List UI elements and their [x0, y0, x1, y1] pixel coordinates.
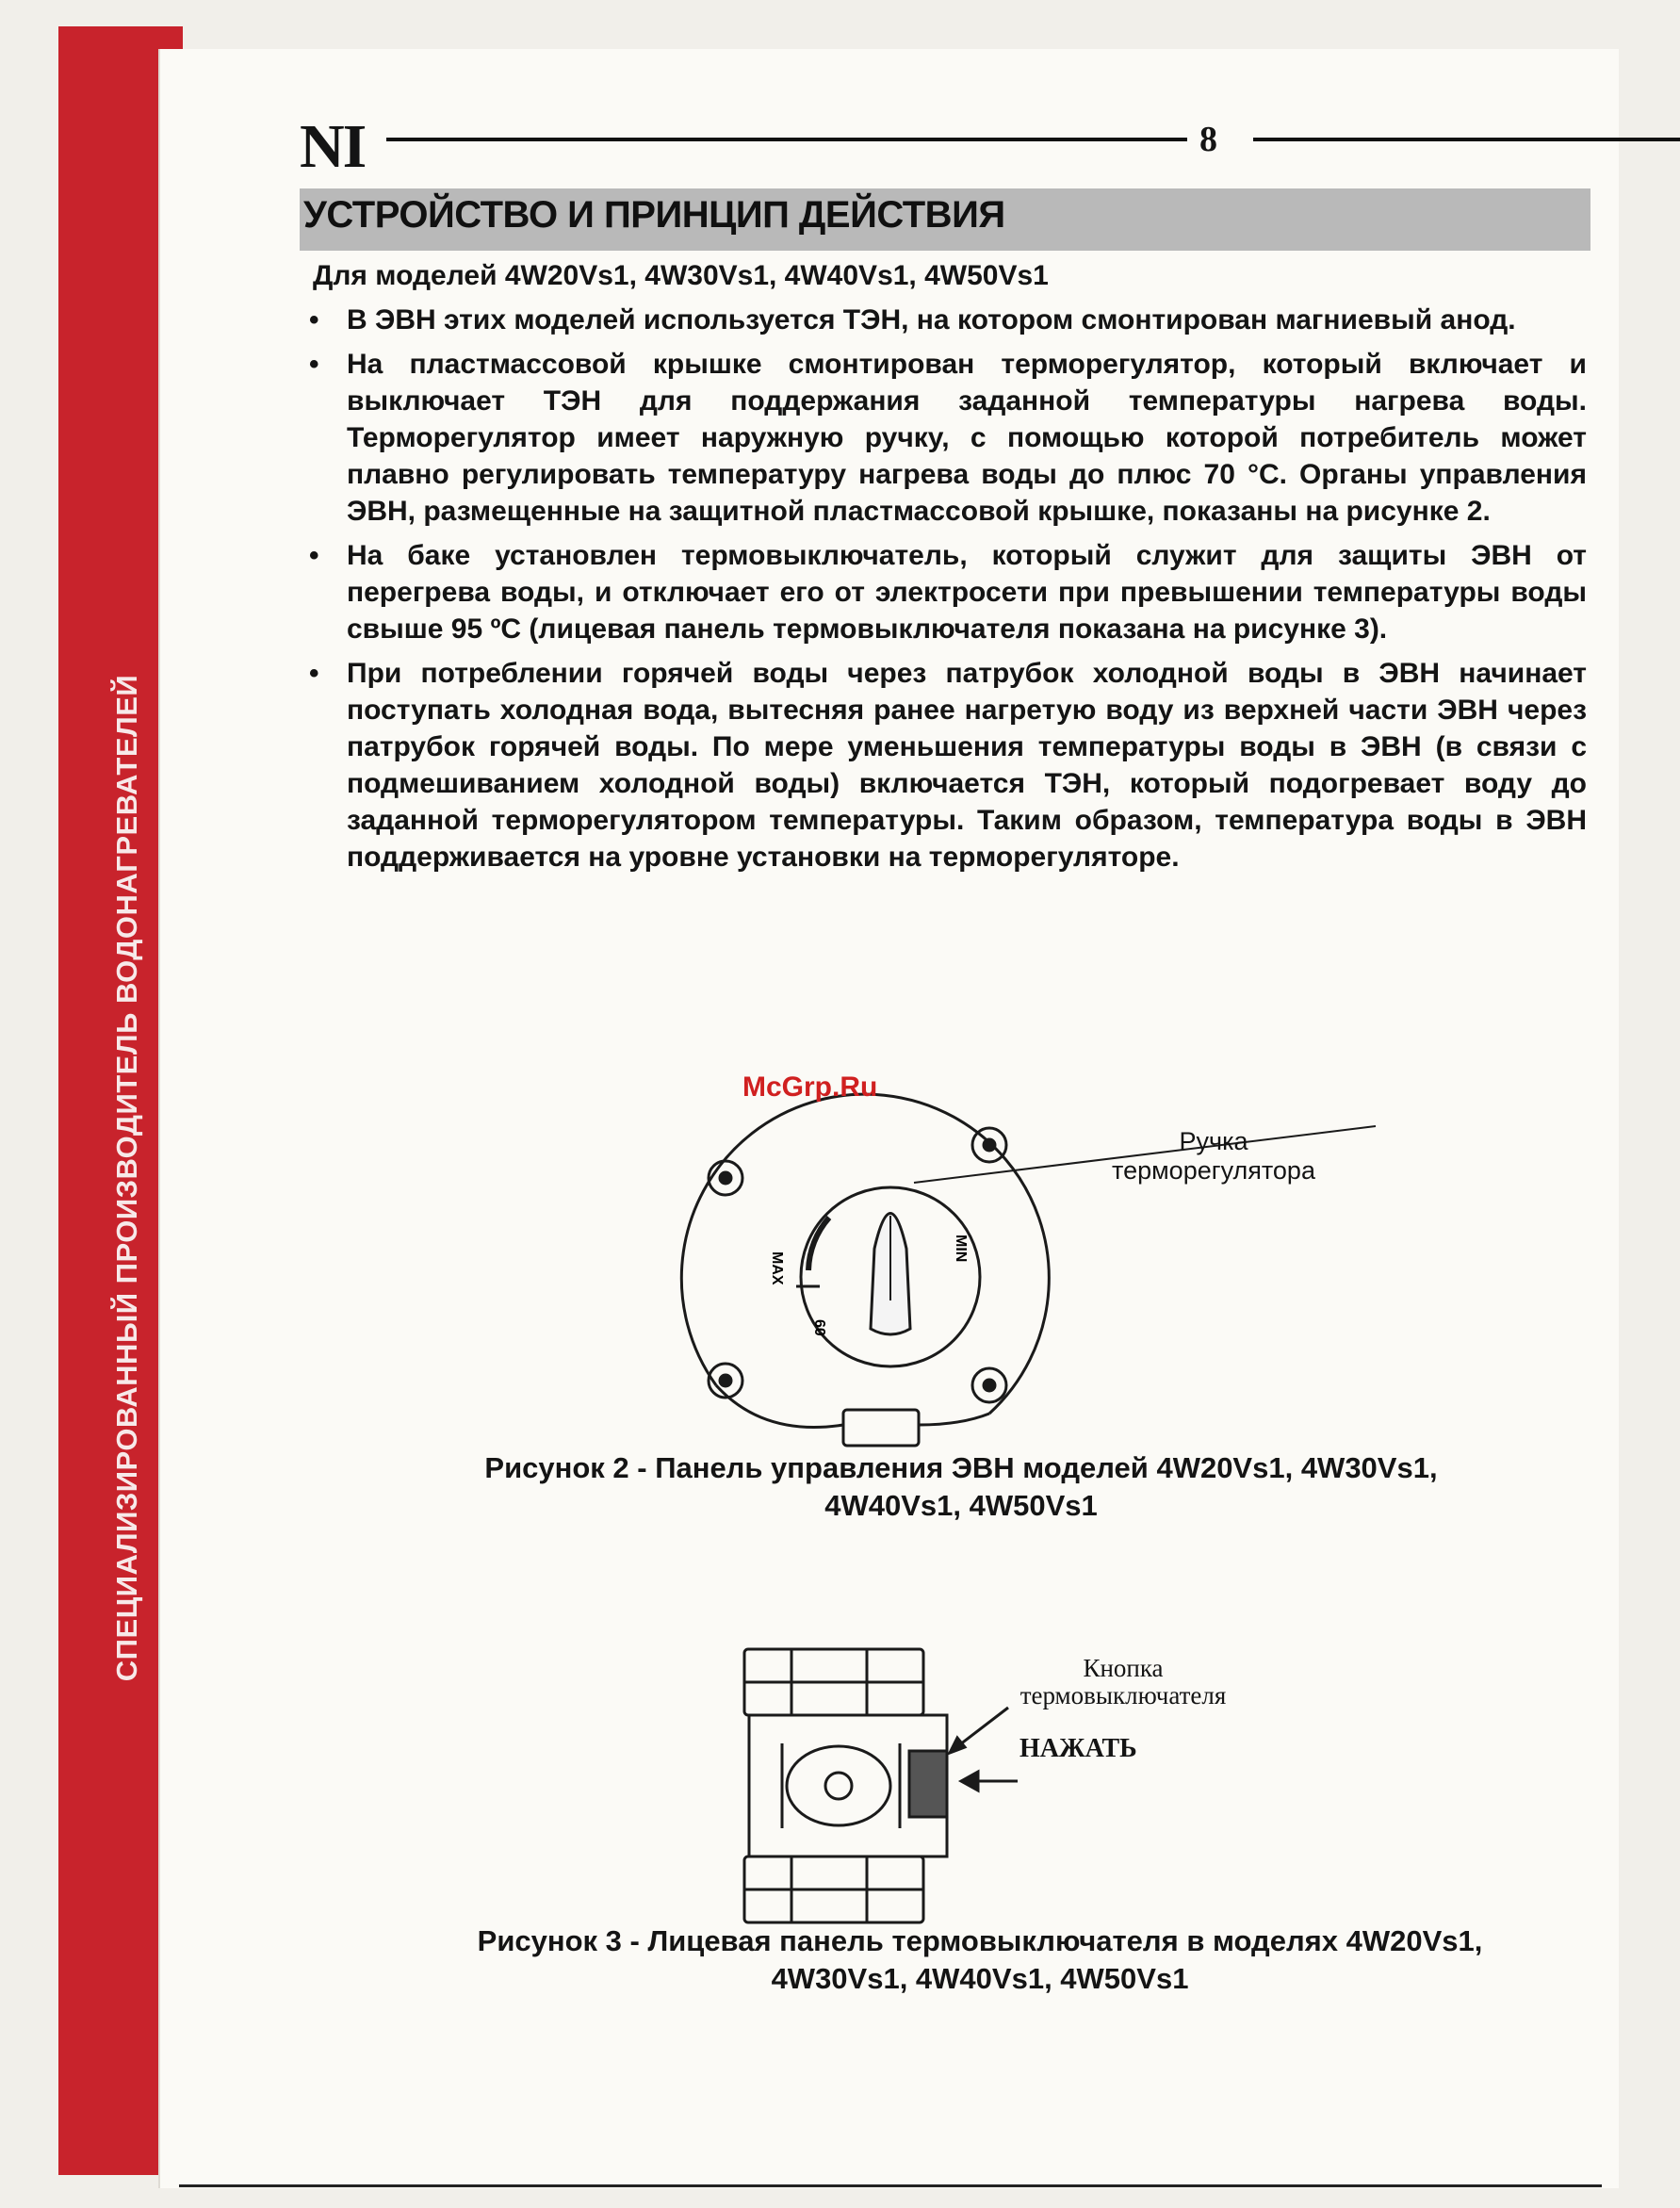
figure-3-caption: Рисунок 3 - Лицевая панель термовыключателя в моделях 4W20Vs1, 4W30Vs1, 4W40Vs1, 4W50Vs1: [477, 1924, 1483, 1995]
reset-button: [909, 1751, 947, 1817]
section-title-bar: [300, 188, 1590, 251]
dial-60-label: 60: [811, 1319, 827, 1336]
list-item: • На баке установлен термовыключатель, который служит для защиты ЭВН от перегрева воды, и отключает его от электросети при превышении температуры воды свыше 95 ºС (лицевая панель термовыключателя показана на рисунке 3).: [303, 537, 1587, 647]
switch-disc: [787, 1746, 890, 1825]
press-label: НАЖАТЬ: [1019, 1734, 1137, 1763]
figure-2-caption: Рисунок 2 - Панель управления ЭВН моделей 4W20Vs1, 4W30Vs1, 4W40Vs1, 4W50Vs1: [484, 1451, 1438, 1522]
side-banner-text: СПЕЦИАЛИЗИРОВАННЫЙ ПРОИЗВОДИТЕЛЬ ВОДОНАГРЕВАТЕЛЕЙ: [110, 674, 143, 1682]
panel-outline-bottom: [716, 1385, 843, 1427]
header-rule-right: [1253, 138, 1680, 141]
dial-max-label: MAX: [769, 1251, 785, 1285]
brand-logo: NI: [300, 112, 366, 181]
figure-2-label: Ручка терморегулятора: [1112, 1127, 1315, 1185]
models-heading: Для моделей 4W20Vs1, 4W30Vs1, 4W40Vs1, 4W50Vs1: [313, 260, 1049, 291]
page-number: 8: [1199, 120, 1217, 159]
list-item: • На пластмассовой крышке смонтирован терморегулятор, который включает и выключает ТЭН для поддержания заданной температуры нагрева воды. Терморегулятор имеет наружную ручку, с помощью которой потребитель может плавно регулировать температуру нагрева воды до плюс 70 °С. Органы управления ЭВН, размещенные на защитной пластмассовой крышке, показаны на рисунке 2.: [303, 346, 1587, 530]
figure-3-label: Кнопка термовыключателя: [1019, 1654, 1227, 1709]
list-item: • В ЭВН этих моделей используется ТЭН, на котором смонтирован магниевый анод.: [303, 302, 1587, 338]
list-item: • При потреблении горячей воды через патрубок холодной воды в ЭВН начинает поступать холодная вода, вытесняя ранее нагретую воду из верхней части ЭВН через патрубок горячей воды. По мере уменьшения температуры воды в ЭВН (в связи с подмешиванием холодной воды) включается ТЭН, который подогревает воду до заданной терморегулятором температуры. Таким образом, температура воды в ЭВН поддерживается на уровне установки на терморегуляторе.: [303, 655, 1587, 875]
panel-bottom-tab: [843, 1410, 919, 1446]
watermark: McGrp.Ru: [742, 1071, 878, 1103]
bullet-list: [303, 302, 1587, 883]
section-title: УСТРОЙСТВО И ПРИНЦИП ДЕЙСТВИЯ: [303, 194, 1005, 236]
side-banner-text-wrap: [106, 660, 149, 1696]
bottom-rule: [179, 2184, 1602, 2187]
dial-min-label: MIN: [953, 1235, 969, 1263]
page-header: [300, 111, 1590, 181]
header-rule-left: [386, 138, 1187, 141]
